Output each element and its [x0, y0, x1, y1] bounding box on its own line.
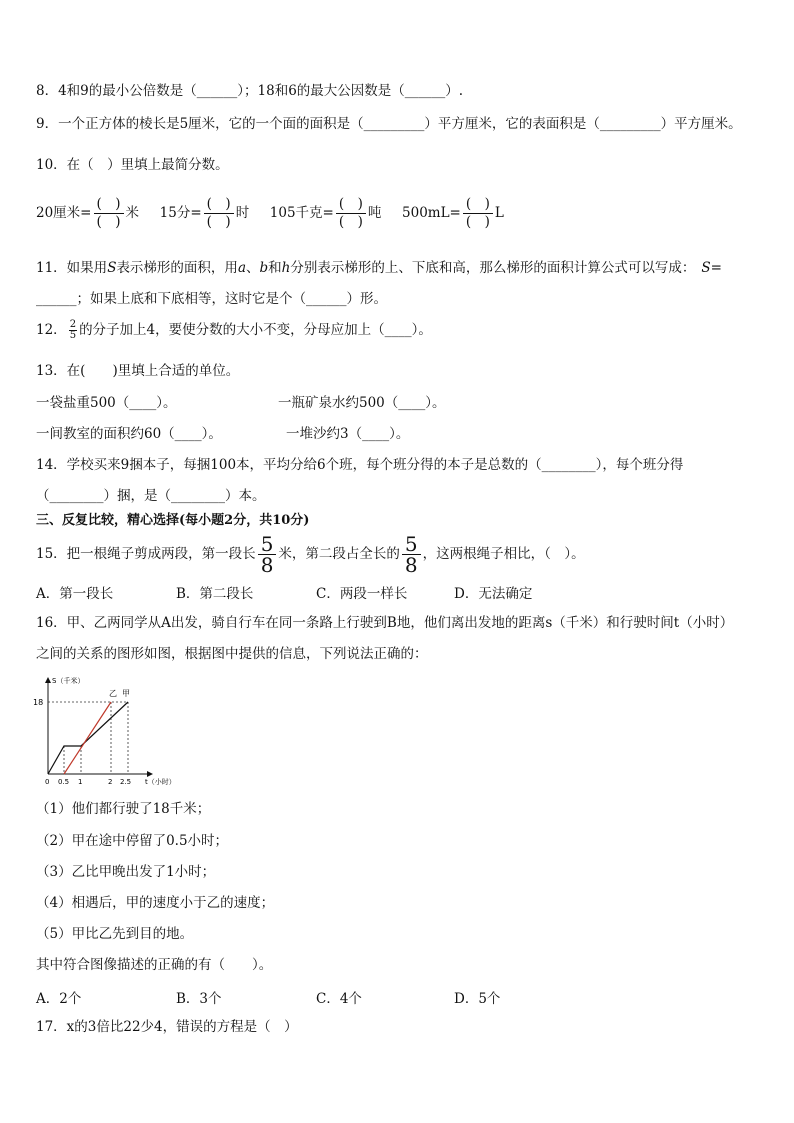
q16-statement-2: （2）甲在途中停留了0.5小时；	[36, 833, 229, 849]
q16-statement-3: （3）乙比甲晚出发了1小时；	[36, 864, 216, 880]
question-15	[36, 534, 585, 575]
q15-numerator-1: 5	[258, 534, 277, 555]
question-13-d: 一堆沙约3（____）。	[286, 426, 410, 442]
question-13-b: 一瓶矿泉水约500（____）。	[278, 395, 446, 411]
question-13-a: 一袋盐重500（____）。	[36, 395, 177, 411]
question-10-stem: 10．在（ ）里填上最简分数。	[36, 157, 229, 173]
graph-xlabel: t（小时）	[145, 778, 176, 786]
q10-item-3-denominator: ( )	[338, 214, 363, 230]
q11-text-3: 和	[268, 260, 282, 276]
q10-item-4-numerator: ( )	[463, 196, 493, 214]
q16-ask: 其中符合图像描述的正确的有（ ）。	[36, 957, 273, 973]
q10-item-1-unit: 米	[125, 205, 140, 221]
q10-item-1-numerator: ( )	[94, 196, 124, 214]
q10-item-2-denominator: ( )	[206, 214, 231, 230]
q16-option-d: D．5个	[454, 991, 501, 1007]
q15-text-2: 米，第二段占全长的	[278, 546, 400, 562]
distance-time-graph	[30, 672, 200, 790]
graph-label-yi: 乙	[109, 689, 117, 698]
graph-origin: 0	[45, 778, 50, 786]
q10-item-3-numerator: ( )	[336, 196, 366, 214]
q11-var-s: S	[107, 260, 117, 276]
question-10-items	[36, 196, 504, 231]
question-13-c: 一间教室的面积约60（____）。	[36, 426, 222, 442]
q10-item-2-unit: 时	[235, 205, 250, 221]
q15-option-a: A．第一段长	[36, 586, 114, 602]
q15-text-1: 15．把一根绳子剪成两段，第一段长	[36, 546, 256, 562]
q15-fraction-2	[402, 534, 421, 575]
q10-item-4-unit: L	[494, 205, 504, 221]
q10-item-1-denominator: ( )	[96, 214, 121, 230]
question-14-line-2: （________）捆，是（________）本。	[36, 488, 266, 504]
q15-option-c: C．两段一样长	[316, 586, 408, 602]
q12-numerator: 2	[69, 319, 77, 330]
graph-label-jia: 甲	[122, 689, 130, 698]
q16-statement-5: （5）甲比乙先到目的地。	[36, 926, 194, 942]
q11-var-b: b	[259, 260, 269, 276]
q12-number: 12．	[36, 322, 67, 338]
q11-var-s2: S	[701, 260, 711, 276]
question-16-line-2: 之间的关系的图形如图，根据图中提供的信息，下列说法正确的：	[36, 646, 428, 662]
q15-numerator-2: 5	[402, 534, 421, 555]
q11-equals: =	[710, 260, 722, 276]
graph-x25: 2.5	[120, 778, 132, 786]
q10-item-2-numerator: ( )	[204, 196, 234, 214]
section-3-heading: 三、反复比较，精心选择(每小题2分，共10分)	[36, 513, 310, 528]
q16-statement-1: （1）他们都行驶了18千米；	[36, 801, 211, 817]
q10-item-2-fraction	[204, 196, 234, 231]
q16-statement-4: （4）相遇后，甲的速度小于乙的速度；	[36, 895, 275, 911]
graph-x2: 2	[108, 778, 113, 786]
graph-ylabel: S（千米）	[52, 677, 85, 685]
q16-option-c: C．4个	[316, 991, 362, 1007]
q12-fraction	[69, 320, 77, 341]
q10-item-3-fraction	[336, 196, 366, 231]
question-17: 17．x的3倍比22少4，错误的方程是（ ）	[36, 1019, 298, 1035]
q15-option-d: D．无法确定	[454, 586, 533, 602]
q16-option-b: B．3个	[176, 991, 222, 1007]
q10-item-4-left: 500mL=	[402, 205, 461, 221]
q11-var-h: h	[281, 260, 291, 276]
question-11-line-1	[36, 259, 722, 277]
q12-denominator: 5	[69, 330, 77, 341]
q11-text-4: 分别表示梯形的上、下底和高，那么梯形的面积计算公式可以写成：	[290, 260, 696, 276]
q16-option-a: A．2个	[36, 991, 82, 1007]
q10-item-4-fraction	[463, 196, 493, 231]
q10-item-3-unit: 吨	[367, 205, 382, 221]
graph-x1: 1	[78, 778, 83, 786]
q15-fraction-1	[258, 534, 277, 575]
graph-y18: 18	[33, 698, 44, 707]
question-12	[36, 320, 432, 341]
q10-item-2-left: 15分=	[159, 205, 202, 221]
line-yi	[64, 702, 111, 774]
q11-var-a: a	[237, 260, 246, 276]
question-11-line-2: ______；如果上底和下底相等，这时它是个（______）形。	[36, 291, 387, 307]
graph-x05: 0.5	[58, 778, 70, 786]
q15-denominator-2: 8	[404, 553, 418, 577]
q11-sep: 、	[246, 260, 260, 276]
q10-item-4-denominator: ( )	[465, 214, 490, 230]
q11-text-1: 11．如果用	[36, 260, 108, 276]
question-14-line-1: 14．学校买来9捆本子，每捆100本，平均分给6个班，每个班分得的本子是总数的（________），每个班分得	[36, 457, 684, 473]
q11-text-2: 表示梯形的面积，用	[116, 260, 238, 276]
q10-item-1-fraction	[94, 196, 124, 231]
q12-text: 的分子加上4，要使分数的大小不变，分母应加上（____）。	[79, 322, 432, 338]
q15-text-3: ，这两根绳子相比，（ ）。	[422, 546, 585, 562]
q10-item-3-left: 105千克=	[269, 205, 334, 221]
question-16-line-1: 16．甲、乙两同学从A出发，骑自行车在同一条路上行驶到B地，他们离出发地的距离s（千米）和行驶时间t（小时）	[36, 615, 734, 631]
q15-denominator-1: 8	[260, 553, 274, 577]
q10-item-1-left: 20厘米=	[36, 205, 92, 221]
question-9: 9．一个正方体的棱长是5厘米，它的一个面的面积是（_________）平方厘米，它的表面积是（_________）平方厘米。	[36, 116, 742, 132]
q15-option-b: B．第二段长	[176, 586, 254, 602]
question-8: 8．4和9的最小公倍数是（______）；18和6的最大公因数是（______）.	[36, 83, 464, 99]
question-13-stem: 13．在( )里填上合适的单位。	[36, 363, 240, 379]
